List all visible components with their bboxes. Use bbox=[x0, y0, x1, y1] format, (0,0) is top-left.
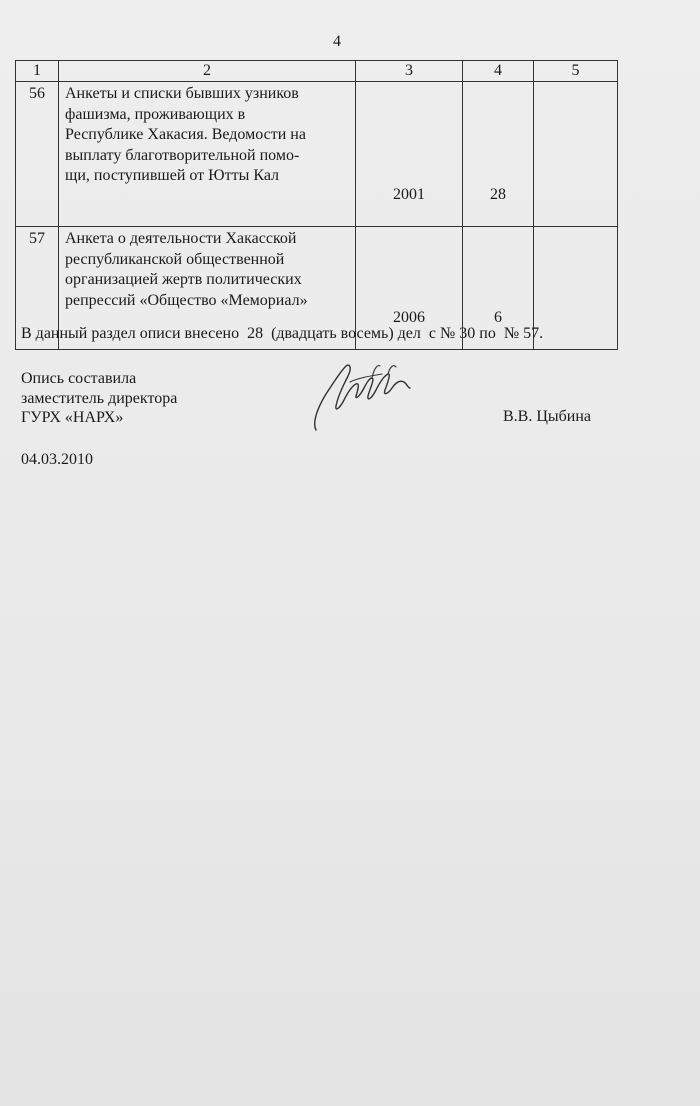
record-note bbox=[534, 82, 618, 227]
record-sheet-count: 28 bbox=[463, 82, 534, 227]
record-title-line: щи, поступившей от Ютты Кал bbox=[65, 167, 280, 184]
record-year: 2001 bbox=[356, 82, 463, 227]
record-title-line: Анкета о деятельности Хакасской bbox=[65, 230, 297, 247]
record-title-line: фашизма, проживающих в bbox=[65, 105, 246, 123]
column-header-4: 4 bbox=[463, 61, 534, 82]
record-title-line: выплату благотворительной помо- bbox=[65, 146, 300, 164]
record-title-line: Анкеты и списки бывших узников bbox=[65, 85, 299, 102]
record-title-line: Республике Хакасия. Ведомости на bbox=[65, 126, 306, 143]
record-title-line: организацией жертв политических bbox=[65, 271, 302, 288]
compiler-organization: ГУРХ «НАРХ» bbox=[21, 409, 124, 426]
table-header-row bbox=[16, 61, 618, 82]
compiler-position: заместитель директора bbox=[21, 389, 178, 407]
column-header-1: 1 bbox=[16, 61, 59, 82]
compiler-block bbox=[21, 369, 177, 428]
record-title-line: репрессий «Общество «Мемориал» bbox=[65, 291, 308, 309]
inventory-table bbox=[15, 60, 618, 350]
record-number: 57 bbox=[16, 227, 59, 350]
record-title-line: республиканской общественной bbox=[65, 250, 285, 268]
record-sheet-count: 6 bbox=[463, 227, 534, 350]
record-title bbox=[59, 82, 356, 227]
compiler-name: В.В. Цыбина bbox=[503, 408, 592, 425]
compiler-line: Опись составила bbox=[21, 370, 137, 387]
document-date: 04.03.2010 bbox=[21, 451, 93, 468]
handwritten-signature bbox=[310, 362, 425, 434]
record-year: 2006 bbox=[356, 227, 463, 350]
table-row bbox=[16, 82, 618, 227]
record-number: 56 bbox=[16, 82, 59, 227]
record-note bbox=[534, 227, 618, 350]
column-header-5: 5 bbox=[534, 61, 618, 82]
summary-statement: В данный раздел описи внесено 28 (двадцать восемь) дел с № 30 по № 57. bbox=[21, 325, 544, 342]
column-header-2: 2 bbox=[59, 61, 356, 82]
column-header-3: 3 bbox=[356, 61, 463, 82]
page-number: 4 bbox=[333, 33, 341, 50]
